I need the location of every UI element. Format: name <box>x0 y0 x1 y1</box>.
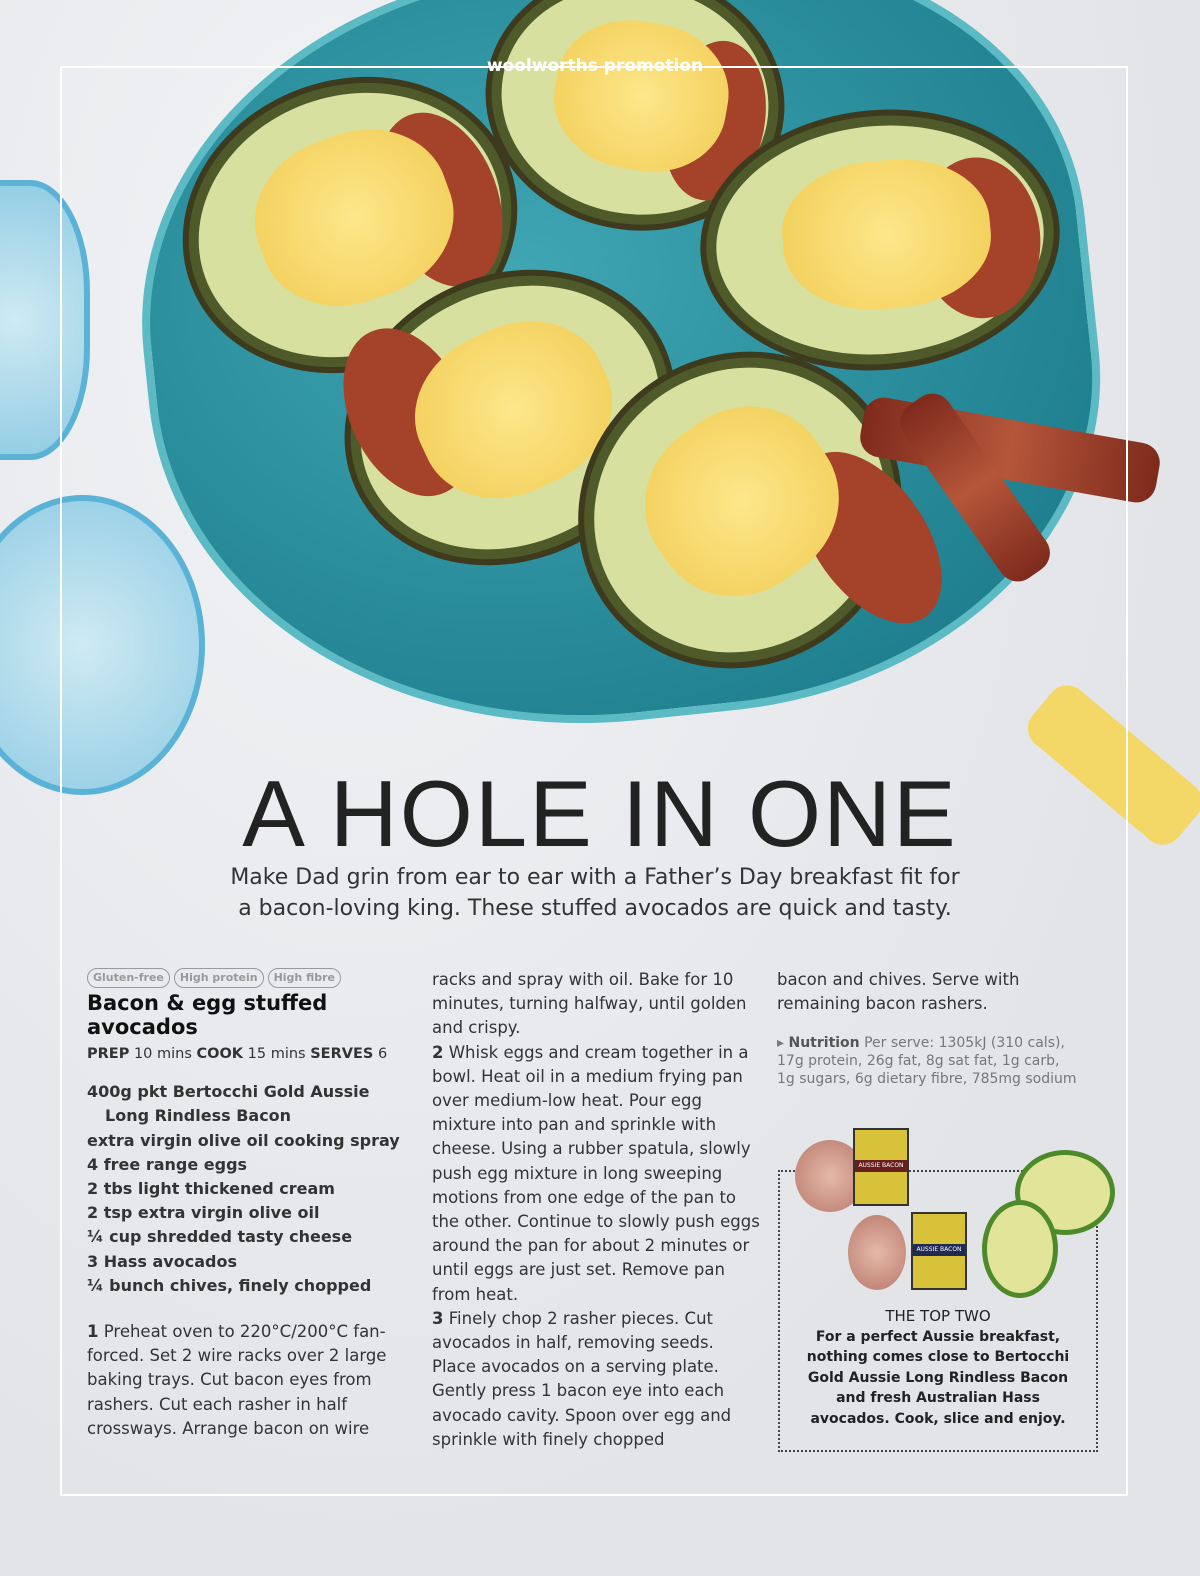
bacon-pack <box>911 1212 967 1290</box>
prep-label: PREP <box>87 1046 130 1062</box>
serves-count: 6 <box>377 1046 388 1062</box>
step-text: racks and spray with oil. Bake for 10 minutes, turning halfway, until golden and crispy. <box>432 970 747 1038</box>
ingredient: extra virgin olive oil cooking spray <box>87 1130 400 1150</box>
step-text: Preheat oven to 220°C/200°C fan-forced. Set 2 wire racks over 2 large baking trays. Cut bacon eyes from rashers. Cut each rasher in half crossways. Arrange bacon on wire <box>87 1322 387 1438</box>
tag-gluten-free: Gluten-free <box>87 968 170 988</box>
tag-high-protein: High protein <box>174 968 264 988</box>
promo-heading: THE TOP TWO <box>885 1307 991 1325</box>
pack-label: AUSSIE BACON <box>913 1244 965 1256</box>
promo-text <box>798 1306 1078 1429</box>
intro-text <box>150 862 1040 924</box>
ingredient: ¼ bunch chives, finely chopped <box>87 1275 372 1295</box>
column-3 <box>777 968 1077 1088</box>
nutrition-values: Per serve: 1305kJ (310 cals), 17g protein, 26g fat, 8g sat fat, 1g carb, 1g sugars, 6g dietary fibre, 785mg sodium <box>777 1035 1077 1088</box>
step-text: bacon and chives. Serve with remaining bacon rashers. <box>777 970 1020 1014</box>
intro-line: a bacon-loving king. These stuffed avocados are quick and tasty. <box>238 896 952 921</box>
step-2 <box>432 1041 762 1307</box>
step-3 <box>432 1307 762 1452</box>
pack-label: AUSSIE BACON <box>855 1160 907 1172</box>
ingredient: 3 Hass avocados <box>87 1251 237 1271</box>
step-text: Finely chop 2 rasher pieces. Cut avocados in half, removing seeds. Place avocados on a serving plate. Gently press 1 bacon eye into each avocado cavity. Spoon over egg and sprinkle with finely chopped <box>432 1308 732 1449</box>
step-text: Whisk eggs and cream together in a bowl. Heat oil in a medium frying pan over medium-low heat. Pour egg mixture into pan and sprinkle with cheese. Using a rubber spatula, slowly push egg mixture in long sweeping motions from one edge of the pan to the other. Continue to slowly push eggs around the pan for about 2 minutes or until eggs are just set. Remove pan from heat. <box>432 1042 760 1304</box>
ingredient: Long Rindless Bacon <box>105 1106 292 1126</box>
cook-time: 15 mins <box>247 1046 306 1062</box>
promotion-label <box>450 56 740 76</box>
serves-label: SERVES <box>310 1046 374 1062</box>
recipe-meta <box>87 1042 417 1066</box>
ingredient: 2 tbs light thickened cream <box>87 1179 335 1199</box>
intro-line: Make Dad grin from ear to ear with a Father’s Day breakfast fit for <box>230 865 960 890</box>
diet-tags <box>87 968 417 988</box>
page-title: A HOLE IN ONE <box>242 761 958 866</box>
column-1 <box>87 968 417 1441</box>
recipe-title: Bacon & egg stuffed avocados <box>87 991 328 1039</box>
ingredient-list <box>87 1080 417 1298</box>
ingredient: 4 free range eggs <box>87 1154 248 1174</box>
column-2 <box>432 968 762 1452</box>
step-number: 1 <box>87 1322 99 1342</box>
cook-label: COOK <box>196 1046 244 1062</box>
nutrition-label: Nutrition <box>788 1035 860 1052</box>
bacon-pack <box>853 1128 909 1206</box>
ingredient: 400g pkt Bertocchi Gold Aussie <box>87 1082 370 1102</box>
promo-body: For a perfect Aussie breakfast, nothing comes close to Bertocchi Gold Aussie Long Rindless Bacon and fresh Australian Hass avocados. Cook, slice and enjoy. <box>806 1328 1070 1427</box>
ingredient: ¼ cup shredded tasty cheese <box>87 1227 353 1247</box>
bacon-product-photo <box>848 1215 906 1290</box>
prep-time: 10 mins <box>133 1046 192 1062</box>
step-number: 3 <box>432 1308 444 1328</box>
step-3-continued <box>777 968 1077 1016</box>
nutrition-info: ▸ Nutrition Per serve: 1305kJ (310 cals), 17g protein, 26g fat, 8g sat fat, 1g carb, 1g sugars, 6g dietary fibre, 785mg sodium <box>777 1035 1077 1088</box>
ingredient: 2 tsp extra virgin olive oil <box>87 1203 320 1223</box>
promotion-text: woolworths promotion <box>486 56 704 76</box>
avocado-half <box>982 1200 1058 1298</box>
step-1-continued <box>432 968 762 1041</box>
step-number: 2 <box>432 1042 444 1062</box>
step-1 <box>87 1320 417 1441</box>
tag-high-fibre: High fibre <box>268 968 341 988</box>
